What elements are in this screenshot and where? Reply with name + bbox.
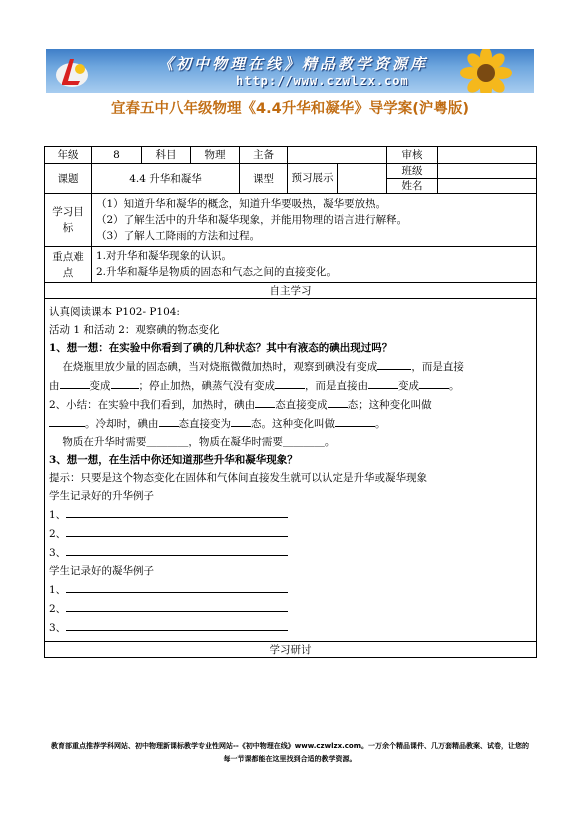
answer-line[interactable] xyxy=(66,618,288,631)
goal-item: （1）知道升华和凝华的概念，知道升华要吸热，凝华要放热。 xyxy=(96,198,387,210)
question-2-line-a: 2、小结：在实验中我们看到，加热时，碘由 态直接变成 态；这种变化叫做 xyxy=(49,395,532,414)
key-points-row xyxy=(45,247,537,283)
answer-blank[interactable] xyxy=(328,395,348,408)
discussion-heading: 学习研讨 xyxy=(45,642,537,658)
question-1: 1、想一想：在实验中你看到了碘的几种状态？其中有液态的碘出现过吗？ xyxy=(49,342,393,354)
answer-blank[interactable] xyxy=(49,414,85,427)
lead-teacher-value xyxy=(288,147,387,164)
answer-blank[interactable] xyxy=(255,395,275,408)
document-title: 宜春五中八年级物理《4.4升华和凝华》导学案(沪粤版) xyxy=(111,101,469,117)
answer-blank[interactable] xyxy=(377,357,411,370)
goal-item: （3）了解人工降雨的方法和过程。 xyxy=(96,230,261,242)
site-banner xyxy=(46,49,534,93)
answer-line[interactable] xyxy=(66,543,288,556)
sublimation-example-3: 3、 xyxy=(49,543,532,562)
class-type-value: 预习展示 xyxy=(288,164,338,194)
discussion-heading-row xyxy=(45,642,537,658)
question-2-line-b: 。冷却时，碘由 态直接变为 态。这种变化叫做 。 xyxy=(49,414,532,433)
activity-title: 活动 1 和活动 2：观察碘的物态变化 xyxy=(49,324,220,336)
review-label: 审核 xyxy=(387,147,438,164)
deposition-example-2: 2、 xyxy=(49,599,532,618)
answer-blank[interactable] xyxy=(231,414,251,427)
answer-blank[interactable] xyxy=(60,376,90,389)
question-1-blank-a: 在烧瓶里放少量的固态碘，当对烧瓶微微加热时，观察到碘没有变成 ，而是直接 xyxy=(49,357,532,376)
sublimation-example-1: 1、 xyxy=(49,505,532,524)
class-value xyxy=(438,164,537,179)
grade-value: 8 xyxy=(92,147,142,164)
key-points-content xyxy=(92,247,537,283)
key-point-item: 1.对升华和凝华现象的认识。 xyxy=(96,250,233,262)
question-2-line-c: 物质在升华时需要＿＿＿＿，物质在凝华时需要＿＿＿＿。 xyxy=(62,436,336,448)
class-label: 班级 xyxy=(387,164,438,179)
grade-label: 年级 xyxy=(45,147,92,164)
answer-blank[interactable] xyxy=(335,414,375,427)
topic-label: 课题 xyxy=(45,164,92,194)
banner-title: 《初中物理在线》精品教学资源库 xyxy=(158,55,429,73)
deposition-examples-label: 学生记录好的凝华例子 xyxy=(49,565,154,577)
hint: 提示：只要是这个物态变化在固体和气体间直接发生就可以认定是升华或凝华现象 xyxy=(49,472,427,484)
deposition-example-3: 3、 xyxy=(49,618,532,637)
key-point-item: 2.升华和凝华是物质的固态和气态之间的直接变化。 xyxy=(96,266,338,278)
goals-label: 学习目标 xyxy=(45,194,92,247)
self-study-heading-row xyxy=(45,283,537,299)
answer-line[interactable] xyxy=(66,524,288,537)
key-points-label: 重点难点 xyxy=(45,247,92,283)
answer-line[interactable] xyxy=(66,599,288,612)
student-name-label: 姓名 xyxy=(387,179,438,194)
deposition-example-1: 1、 xyxy=(49,580,532,599)
student-name-value xyxy=(438,179,537,194)
goal-item: （2）了解生活中的升华和凝华现象，并能用物理的语言进行解释。 xyxy=(96,214,408,226)
sublimation-example-2: 2、 xyxy=(49,524,532,543)
page-footer: 教育部重点推荐学科网站、初中物理新课标教学专业性网站--《初中物理在线》www.czwlzx.com。一万余个精品课件、几万套精品教案、试卷，让您的每一节课都能在这里找到合适的教学资源。 xyxy=(50,742,529,763)
banner-url[interactable]: http://www.czwlzx.com xyxy=(236,74,409,88)
self-study-content xyxy=(45,299,537,642)
answer-blank[interactable] xyxy=(111,376,139,389)
self-study-heading: 自主学习 xyxy=(45,283,537,299)
goals-content xyxy=(92,194,537,247)
sunflower-icon xyxy=(456,49,516,93)
site-logo-icon xyxy=(54,55,90,89)
topic-row xyxy=(45,164,537,179)
answer-blank[interactable] xyxy=(419,376,449,389)
reading-instruction: 认真阅读课本 P102- P104: xyxy=(49,306,180,318)
answer-line[interactable] xyxy=(66,505,288,518)
answer-blank[interactable] xyxy=(368,376,398,389)
class-type-label: 课型 xyxy=(240,164,288,194)
answer-blank[interactable] xyxy=(275,376,305,389)
header-row xyxy=(45,147,537,164)
class-type-extra xyxy=(338,164,387,194)
question-1-blank-b: 由 变成 ；停止加热，碘蒸气没有变成 ，而是直接由 变成 。 xyxy=(49,376,532,395)
study-guide-table xyxy=(44,146,537,658)
sublimation-examples-label: 学生记录好的升华例子 xyxy=(49,490,154,502)
subject-label: 科目 xyxy=(142,147,191,164)
answer-line[interactable] xyxy=(66,580,288,593)
goals-row xyxy=(45,194,537,247)
topic-value: 4.4 升华和凝华 xyxy=(92,164,240,194)
subject-value: 物理 xyxy=(191,147,240,164)
question-3: 3、想一想，在生活中你还知道那些升华和凝华现象？ xyxy=(49,454,298,466)
lead-teacher-label: 主备 xyxy=(240,147,288,164)
self-study-row xyxy=(45,299,537,642)
answer-blank[interactable] xyxy=(159,414,179,427)
review-value xyxy=(438,147,537,164)
